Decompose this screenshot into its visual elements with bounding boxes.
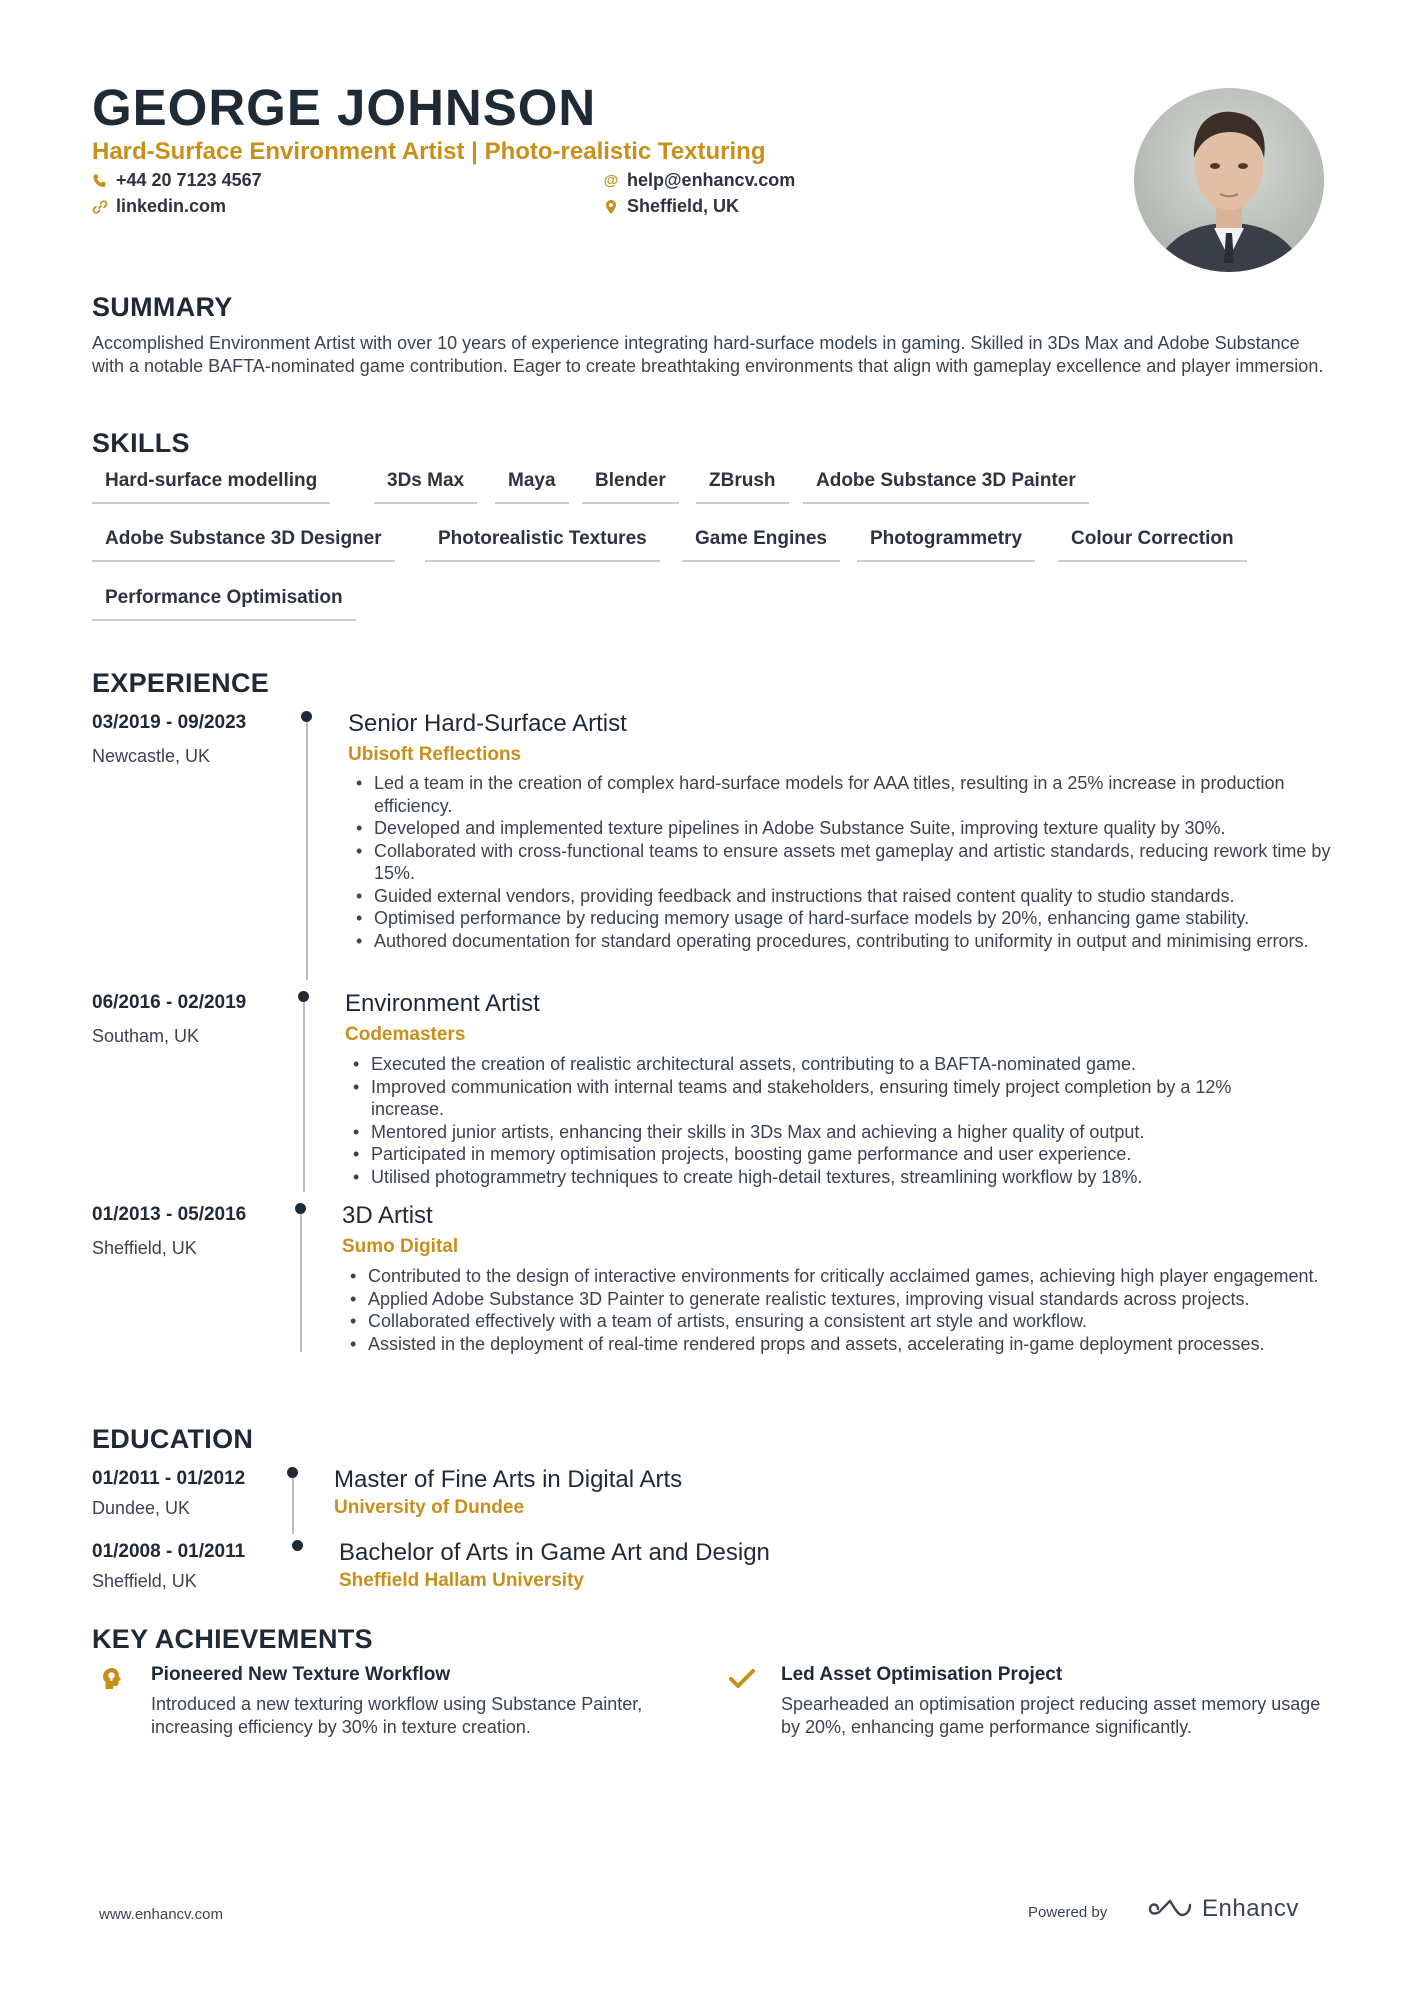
job-bullets	[345, 1053, 1305, 1188]
at-sign-icon: @	[603, 171, 619, 189]
job-company: Sumo Digital	[342, 1236, 459, 1257]
skill-tag: Photorealistic Textures	[425, 528, 660, 562]
school-name: University of Dundee	[334, 1497, 525, 1518]
achievement-title: Led Asset Optimisation Project	[781, 1664, 1063, 1685]
list-item: • Assisted in the deployment of real-time rendered props and assets, accelerating in-game deployment processes.	[342, 1333, 1332, 1356]
skill-tag: Adobe Substance 3D Designer	[92, 528, 395, 562]
skill-tag: Adobe Substance 3D Painter	[803, 470, 1089, 504]
candidate-name: GEORGE JOHNSON	[92, 79, 597, 136]
timeline-line	[303, 1002, 305, 1192]
location-text: Sheffield, UK	[627, 196, 740, 216]
summary-text: Accomplished Environment Artist with over 10 years of experience integrating hard-surface models in gaming. Skilled in 3Ds Max and Adobe Substance with a notable BAFTA-nominated game contribution. Eager to create breathtaking environments that align with gameplay excellence and player immersion.	[92, 333, 1324, 376]
list-item: • Collaborated with cross-functional teams to ensure assets met gameplay and artistic standards, reducing rework time by 15%.	[348, 840, 1338, 885]
list-item: • Executed the creation of realistic architectural assets, contributing to a BAFTA-nominated game.	[345, 1053, 1305, 1076]
list-item: • Collaborated effectively with a team of artists, ensuring a consistent art style and workflow.	[342, 1310, 1332, 1333]
list-item: • Developed and implemented texture pipelines in Adobe Substance Suite, improving texture quality by 30%.	[348, 817, 1338, 840]
contact-location	[603, 196, 739, 217]
list-item: • Led a team in the creation of complex hard-surface models for AAA titles, resulting in a 25% increase in production efficiency.	[348, 772, 1338, 817]
job-bullets	[342, 1265, 1332, 1355]
skill-tag: ZBrush	[696, 470, 789, 504]
skills-heading: SKILLS	[92, 428, 190, 458]
list-item: • Applied Adobe Substance 3D Painter to generate realistic textures, improving visual standards across projects.	[342, 1288, 1332, 1311]
enhancv-logo-icon	[1146, 1896, 1194, 1922]
skill-tag: 3Ds Max	[374, 470, 477, 504]
timeline-line	[300, 1214, 302, 1352]
job-dates: 01/2013 - 05/2016	[92, 1204, 247, 1225]
head-lightbulb-icon	[100, 1666, 126, 1692]
job-location: Newcastle, UK	[92, 746, 211, 766]
enhancv-brand-text: Enhancv	[1202, 1895, 1299, 1922]
job-dates: 03/2019 - 09/2023	[92, 712, 247, 733]
list-item: • Mentored junior artists, enhancing their skills in 3Ds Max and achieving a higher quality of output.	[345, 1121, 1305, 1144]
email-text[interactable]: help@enhancv.com	[627, 170, 796, 190]
list-item: • Participated in memory optimisation projects, boosting game performance and user experience.	[345, 1143, 1305, 1166]
job-title: Environment Artist	[345, 990, 540, 1017]
timeline-dot	[292, 1540, 303, 1551]
achievement-text: Spearheaded an optimisation project reducing asset memory usage by 20%, enhancing game performance significantly.	[781, 1694, 1321, 1737]
enhancv-logo[interactable]	[1146, 1895, 1299, 1923]
list-item: • Authored documentation for standard operating procedures, contributing to uniformity in output and minimising errors.	[348, 930, 1338, 953]
location-pin-icon	[603, 199, 619, 215]
job-title: 3D Artist	[342, 1202, 433, 1229]
school-name: Sheffield Hallam University	[339, 1570, 584, 1591]
timeline-line	[292, 1478, 294, 1534]
job-company: Codemasters	[345, 1024, 466, 1045]
achievement-text: Introduced a new texturing workflow using Substance Painter, increasing efficiency by 30% in texture creation.	[151, 1694, 643, 1737]
skill-tag: Game Engines	[682, 528, 840, 562]
job-dates: 06/2016 - 02/2019	[92, 992, 247, 1013]
phone-icon	[92, 173, 108, 189]
footer-website[interactable]: www.enhancv.com	[99, 1906, 223, 1923]
education-dates: 01/2011 - 01/2012	[92, 1468, 246, 1489]
list-item: • Improved communication with internal teams and stakeholders, ensuring timely project completion by a 12% increase.	[345, 1076, 1305, 1121]
achievement-title: Pioneered New Texture Workflow	[151, 1664, 451, 1685]
skill-tag: Performance Optimisation	[92, 587, 356, 621]
contact-phone	[92, 170, 262, 191]
timeline-dot	[301, 711, 312, 722]
job-title: Senior Hard-Surface Artist	[348, 710, 627, 737]
skill-tag: Photogrammetry	[857, 528, 1035, 562]
timeline-dot	[295, 1203, 306, 1214]
experience-heading: EXPERIENCE	[92, 668, 270, 698]
education-heading: EDUCATION	[92, 1424, 254, 1454]
profile-photo	[1134, 88, 1324, 272]
timeline-line	[306, 722, 308, 980]
candidate-headline: Hard-Surface Environment Artist | Photo-realistic Texturing	[92, 138, 766, 165]
summary-heading: SUMMARY	[92, 292, 233, 322]
education-dates: 01/2008 - 01/2011	[92, 1541, 246, 1562]
linkedin-text[interactable]: linkedin.com	[116, 196, 227, 216]
list-item: • Guided external vendors, providing feedback and instructions that raised content quality to studio standards.	[348, 885, 1338, 908]
phone-text: +44 20 7123 4567	[116, 170, 262, 190]
degree-title: Master of Fine Arts in Digital Arts	[334, 1466, 683, 1493]
skill-tag: Blender	[582, 470, 679, 504]
timeline-dot	[287, 1467, 298, 1478]
education-location: Dundee, UK	[92, 1498, 191, 1518]
contact-linkedin	[92, 196, 226, 217]
contact-email	[603, 170, 795, 191]
job-bullets	[348, 772, 1338, 952]
degree-title: Bachelor of Arts in Game Art and Design	[339, 1539, 770, 1566]
education-location: Sheffield, UK	[92, 1571, 197, 1591]
footer-powered-by: Powered by	[1028, 1904, 1108, 1921]
list-item: • Utilised photogrammetry techniques to create high-detail textures, streamlining workflow by 18%.	[345, 1166, 1305, 1189]
skill-tag: Hard-surface modelling	[92, 470, 330, 504]
link-icon	[92, 199, 108, 215]
job-company: Ubisoft Reflections	[348, 744, 522, 765]
checkmark-icon	[729, 1666, 755, 1692]
list-item: • Contributed to the design of interactive environments for critically acclaimed games, achieving high player engagement.	[342, 1265, 1332, 1288]
job-location: Sheffield, UK	[92, 1238, 197, 1258]
timeline-dot	[298, 991, 309, 1002]
achievements-heading: KEY ACHIEVEMENTS	[92, 1624, 373, 1654]
list-item: • Optimised performance by reducing memory usage of hard-surface models by 20%, enhancing game stability.	[348, 907, 1338, 930]
job-location: Southam, UK	[92, 1026, 200, 1046]
skill-tag: Maya	[495, 470, 569, 504]
skill-tag: Colour Correction	[1058, 528, 1247, 562]
